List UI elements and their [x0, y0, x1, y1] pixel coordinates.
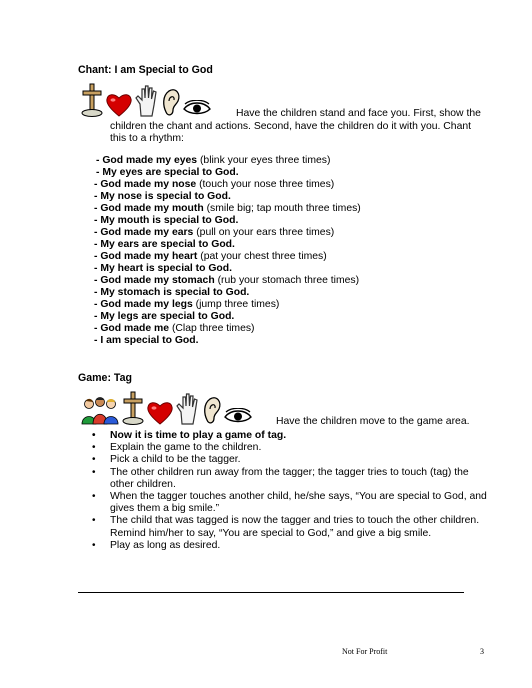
- hand-icon: [175, 392, 201, 426]
- game-icon-row: [80, 390, 253, 426]
- eye-icon: [182, 100, 212, 118]
- hand-icon: [134, 84, 160, 118]
- page-number: 3: [480, 647, 484, 656]
- heart-icon: [146, 400, 174, 426]
- chant-line: - My ears are special to God.: [94, 239, 235, 250]
- ear-icon: [161, 88, 181, 118]
- list-item: • Explain the game to the children.: [80, 442, 490, 454]
- horizontal-rule: [78, 592, 464, 593]
- chant-line: - God made my legs (jump three times): [94, 299, 280, 310]
- chant-line: - God made my nose (touch your nose three times): [94, 179, 335, 190]
- game-heading: Game: Tag: [78, 372, 132, 384]
- cross-icon: [121, 390, 145, 426]
- chant-line: - My eyes are special to God.: [96, 167, 239, 178]
- eye-icon: [223, 408, 253, 426]
- ear-icon: [202, 396, 222, 426]
- chant-intro-rest: children the chant and actions. Second, have the children do it with you. Chant this to a rhythm:: [110, 120, 472, 145]
- heart-icon: [105, 92, 133, 118]
- chant-line: - God made my stomach (rub your stomach three times): [94, 275, 360, 286]
- chant-line: - I am special to God.: [94, 335, 199, 346]
- chant-line: - My stomach is special to God.: [94, 287, 250, 298]
- chant-line: - My legs are special to God.: [94, 311, 235, 322]
- children-group-icon: [80, 396, 120, 426]
- list-item: • The other children run away from the tagger; the tagger tries to touch (tag) the other children.: [80, 467, 490, 491]
- list-item: • The child that was tagged is now the tagger and tries to touch the other children. Remind him/her to say, “You are special to God,” and give a big smile.: [80, 515, 490, 539]
- chant-line: - God made my mouth (smile big; tap mouth three times): [94, 203, 361, 214]
- list-item: • Now it is time to play a game of tag.: [80, 430, 490, 442]
- footer-note: Not For Profit: [342, 647, 388, 656]
- chant-line: - My mouth is special to God.: [94, 215, 239, 226]
- game-instructions-list: [80, 430, 490, 552]
- chant-line: - God made my eyes (blink your eyes three times): [96, 155, 331, 166]
- cross-icon: [80, 82, 104, 118]
- chant-intro-first: Have the children stand and face you. First, show the: [236, 108, 481, 119]
- chant-line: - My heart is special to God.: [94, 263, 232, 274]
- chant-line: - God made my heart (pat your chest three times): [94, 251, 327, 262]
- list-item: • Pick a child to be the tagger.: [80, 454, 490, 466]
- chant-line: - God made my ears (pull on your ears three times): [94, 227, 335, 238]
- chant-heading: Chant: I am Special to God: [78, 64, 213, 76]
- list-item: • When the tagger touches another child, he/she says, “You are special to God, and gives them a big smile.”: [80, 491, 490, 515]
- game-intro: Have the children move to the game area.: [276, 416, 470, 427]
- chant-icon-row: [80, 82, 212, 118]
- list-item: • Play as long as desired.: [80, 540, 490, 552]
- chant-line: - My nose is special to God.: [94, 191, 231, 202]
- chant-line: - God made me (Clap three times): [94, 323, 255, 334]
